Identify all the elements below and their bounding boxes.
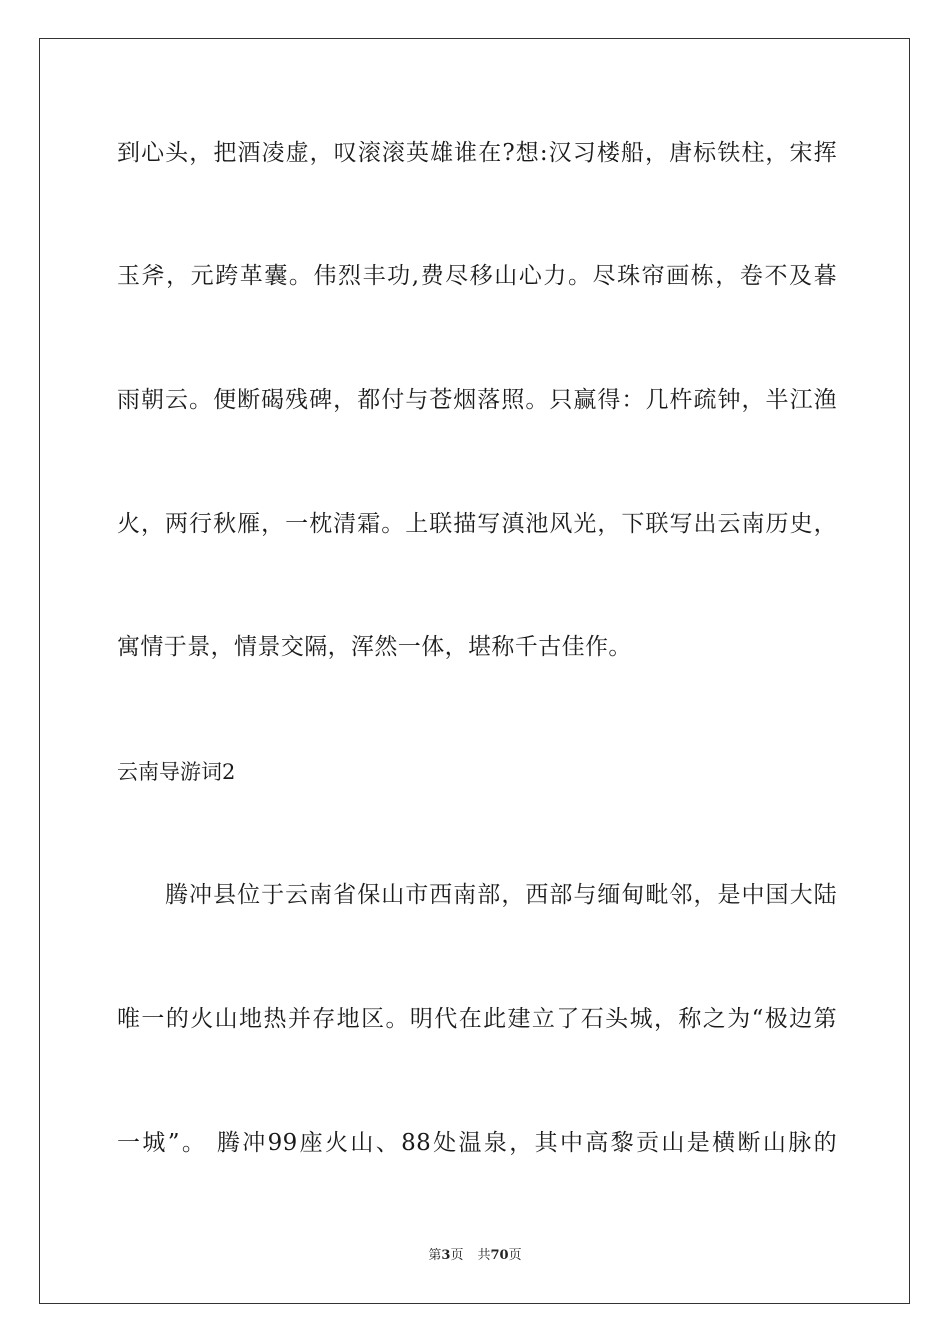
page-footer [0, 1248, 950, 1264]
text-line-4: 火，两行秋雁，一枕清霜。上联描写滇池风光，下联写出云南历史， [117, 511, 837, 537]
section-line-3: 一城”。 腾冲99座火山、88处温泉，其中高黎贡山是横断山脉的 [117, 1130, 837, 1156]
text-line-2: 玉斧，元跨革囊。伟烈丰功,费尽移山心力。尽珠帘画栋，卷不及暮 [117, 263, 837, 289]
text-line-1: 到心头，把酒凌虚，叹滚滚英雄谁在?想:汉习楼船，唐标铁柱，宋挥 [117, 140, 837, 166]
footer-total-pages: 70 [490, 1248, 509, 1263]
text-line-3: 雨朝云。便断碣残碑，都付与苍烟落照。只赢得：几杵疏钟，半江渔 [117, 387, 837, 413]
footer-total-prefix: 共 [477, 1248, 491, 1263]
page-border [39, 38, 910, 1304]
text-line-5: 寓情于景，情景交隔，浑然一体，堪称千古佳作。 [117, 634, 632, 660]
section-heading: 云南导游词2 [117, 760, 236, 784]
section-line-1: 腾冲县位于云南省保山市西南部，西部与缅甸毗邻，是中国大陆 [117, 882, 837, 908]
footer-page-number: 3 [441, 1248, 451, 1263]
section-line-2: 唯一的火山地热并存地区。明代在此建立了石头城，称之为“极边第 [117, 1006, 837, 1032]
footer-page-prefix: 第 [428, 1248, 442, 1263]
footer-page-suffix: 页 [450, 1248, 464, 1263]
footer-total-suffix: 页 [508, 1248, 522, 1263]
